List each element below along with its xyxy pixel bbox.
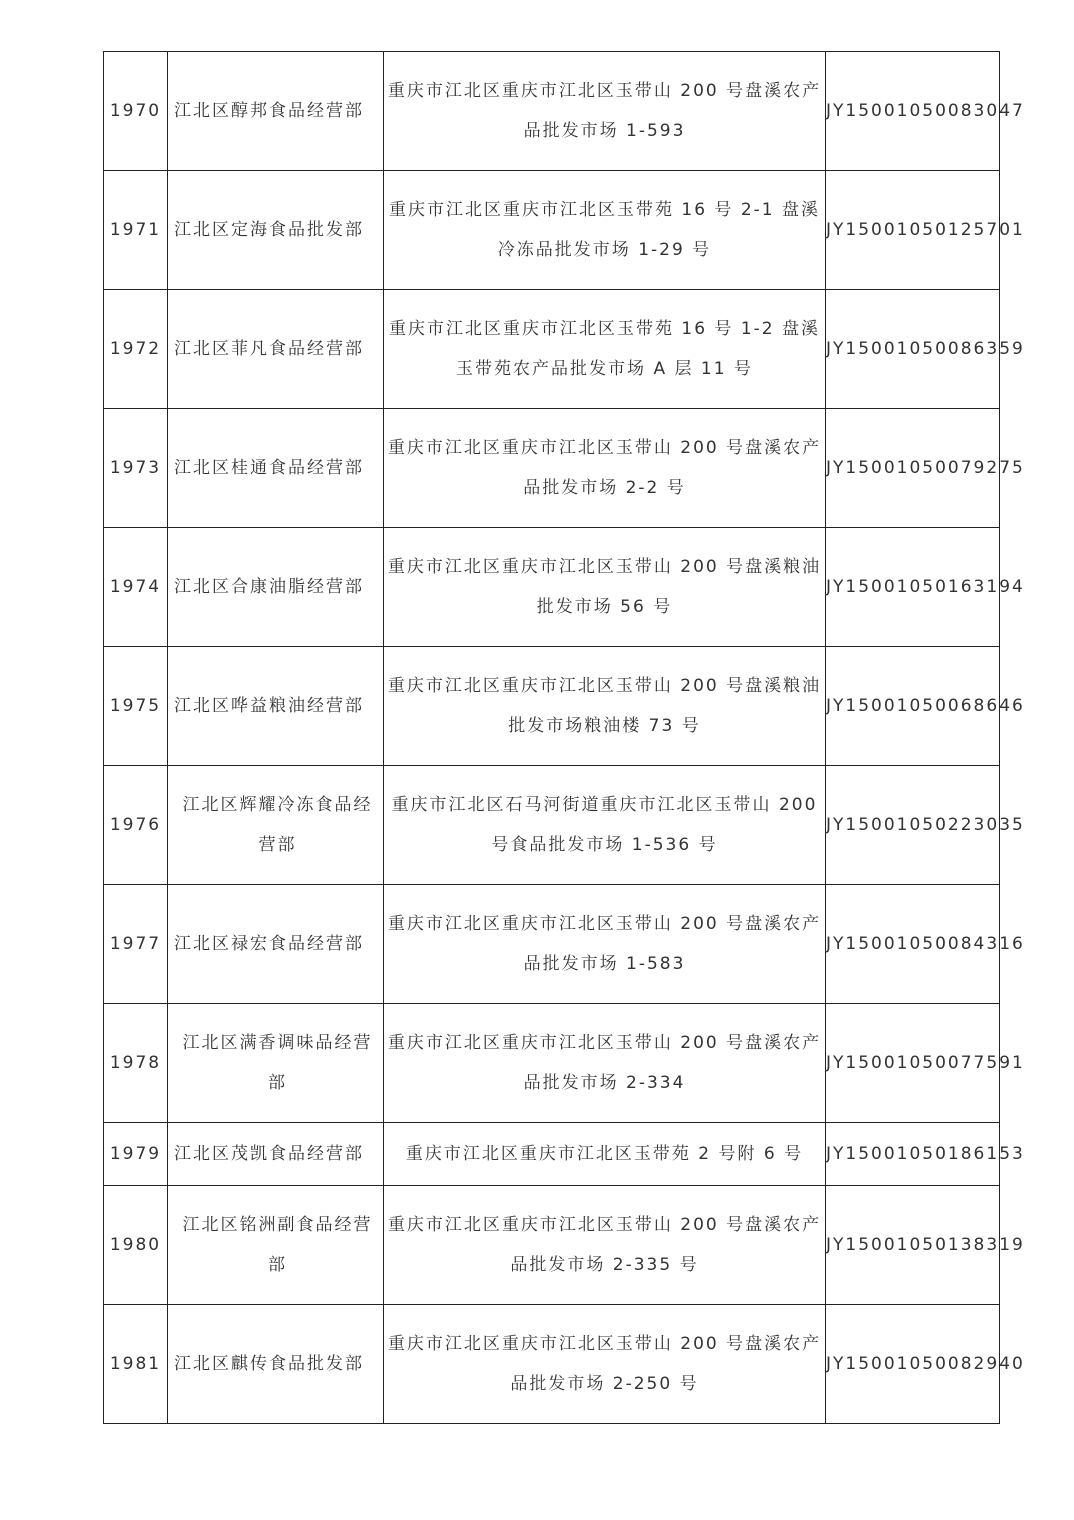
- business-name: 江北区禄宏食品经营部: [168, 885, 384, 1004]
- business-license-table: [103, 51, 1025, 1424]
- business-address: 重庆市江北区重庆市江北区玉带山 200 号盘溪农产品批发市场 2-334: [384, 1004, 826, 1123]
- business-name: 江北区麒传食品批发部: [168, 1305, 384, 1424]
- license-number: JY15001050138319: [826, 1186, 1000, 1305]
- business-address: 重庆市江北区重庆市江北区玉带山 200 号盘溪农产品批发市场 1-583: [384, 885, 826, 1004]
- table-row: [104, 1186, 1000, 1305]
- table-row: [104, 409, 1000, 528]
- business-address: 重庆市江北区石马河街道重庆市江北区玉带山 200 号食品批发市场 1-536 号: [384, 766, 826, 885]
- business-address: 重庆市江北区重庆市江北区玉带山 200 号盘溪农产品批发市场 2-250 号: [384, 1305, 826, 1424]
- business-address: 重庆市江北区重庆市江北区玉带苑 16 号 1-2 盘溪玉带苑农产品批发市场 A 层 11 号: [384, 290, 826, 409]
- row-number: 1980: [104, 1186, 168, 1305]
- license-number: JY15001050079275: [826, 409, 1000, 528]
- row-number: 1977: [104, 885, 168, 1004]
- license-number: JY15001050125701: [826, 171, 1000, 290]
- license-number: JY15001050068646: [826, 647, 1000, 766]
- row-number: 1972: [104, 290, 168, 409]
- table-row: [104, 1004, 1000, 1123]
- business-name: 江北区桂通食品经营部: [168, 409, 384, 528]
- row-number: 1975: [104, 647, 168, 766]
- business-address: 重庆市江北区重庆市江北区玉带山 200 号盘溪农产品批发市场 2-2 号: [384, 409, 826, 528]
- row-number: 1981: [104, 1305, 168, 1424]
- table-row: [104, 647, 1000, 766]
- business-name: 江北区满香调味品经营部: [168, 1004, 384, 1123]
- business-name: 江北区定海食品批发部: [168, 171, 384, 290]
- table-row: [104, 766, 1000, 885]
- table-row: [104, 171, 1000, 290]
- business-address: 重庆市江北区重庆市江北区玉带山 200 号盘溪农产品批发市场 2-335 号: [384, 1186, 826, 1305]
- table-row: [104, 290, 1000, 409]
- row-number: 1971: [104, 171, 168, 290]
- business-name: 江北区菲凡食品经营部: [168, 290, 384, 409]
- table-row: [104, 528, 1000, 647]
- business-address: 重庆市江北区重庆市江北区玉带山 200 号盘溪粮油批发市场 56 号: [384, 528, 826, 647]
- business-address: 重庆市江北区重庆市江北区玉带山 200 号盘溪农产品批发市场 1-593: [384, 52, 826, 171]
- table-row: [104, 885, 1000, 1004]
- business-address: 重庆市江北区重庆市江北区玉带苑 2 号附 6 号: [384, 1123, 826, 1186]
- license-number: JY15001050086359: [826, 290, 1000, 409]
- business-name: 江北区醇邦食品经营部: [168, 52, 384, 171]
- row-number: 1979: [104, 1123, 168, 1186]
- license-number: JY15001050223035: [826, 766, 1000, 885]
- license-number: JY15001050163194: [826, 528, 1000, 647]
- license-number: JY15001050077591: [826, 1004, 1000, 1123]
- business-name: 江北区合康油脂经营部: [168, 528, 384, 647]
- business-name: 江北区茂凯食品经营部: [168, 1123, 384, 1186]
- row-number: 1970: [104, 52, 168, 171]
- table-row: [104, 1123, 1000, 1186]
- license-number: JY15001050082940: [826, 1305, 1000, 1424]
- table-row: [104, 52, 1000, 171]
- row-number: 1976: [104, 766, 168, 885]
- license-number: JY15001050186153: [826, 1123, 1000, 1186]
- business-address: 重庆市江北区重庆市江北区玉带苑 16 号 2-1 盘溪冷冻品批发市场 1-29 号: [384, 171, 826, 290]
- row-number: 1973: [104, 409, 168, 528]
- license-number: JY15001050083047: [826, 52, 1000, 171]
- license-number: JY15001050084316: [826, 885, 1000, 1004]
- business-name: 江北区辉耀冷冻食品经营部: [168, 766, 384, 885]
- business-name: 江北区哗益粮油经营部: [168, 647, 384, 766]
- table-row: [104, 1305, 1000, 1424]
- row-number: 1974: [104, 528, 168, 647]
- row-number: 1978: [104, 1004, 168, 1123]
- business-address: 重庆市江北区重庆市江北区玉带山 200 号盘溪粮油批发市场粮油楼 73 号: [384, 647, 826, 766]
- business-name: 江北区铭洲副食品经营部: [168, 1186, 384, 1305]
